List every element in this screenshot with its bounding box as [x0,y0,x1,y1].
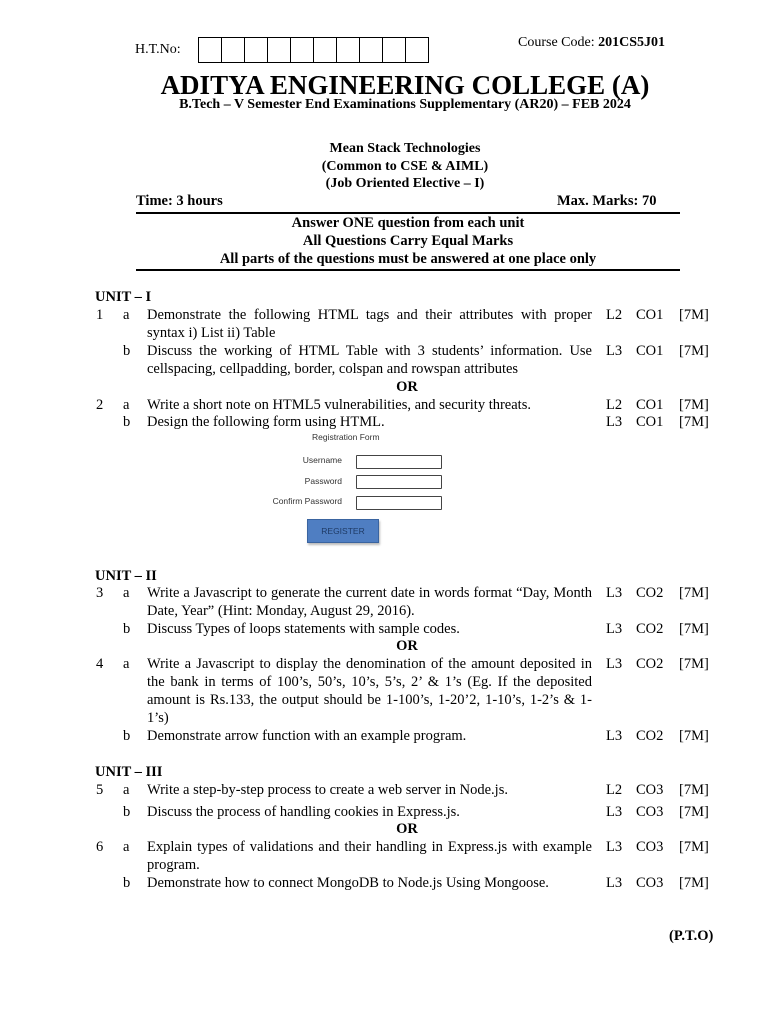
question-text: Demonstrate arrow function with an example program. [147,728,467,744]
question-text: Discuss the working of HTML Table with 3 students’ information. Use cellspacing, cellpadding, border, colspan and rowspan attributes [147,343,592,377]
question-6a [0,838,768,873]
question-5a [0,781,768,799]
question-level: L3 [606,656,623,672]
question-level: L3 [606,728,623,744]
form-title: Registration Form [312,432,380,442]
question-level: L2 [606,307,623,323]
question-level: L3 [606,804,623,820]
question-2a [0,396,768,414]
question-level: L2 [606,397,623,413]
question-part: a [123,839,130,855]
instruction: Answer ONE question from each unit [291,215,525,231]
confirm-password-field [356,496,442,510]
question-text: Write a Javascript to display the denomination of the amount deposited in the bank in terms of 100’s, 50’s, 10’s, 5’s, 2’ & 1’s (Eg. If the deposited amount is Rs.133, the output should be 1-100’s, 1-20’2, 1-10’s, 1-2’s & 1-1’s) [147,656,592,726]
question-co: CO3 [636,839,664,855]
question-text: Demonstrate the following HTML tags and their attributes with proper syntax i) List ii) Table [147,307,592,341]
question-co: CO1 [636,414,664,430]
max-marks: Max. Marks: 70 [557,193,657,209]
question-part: a [123,585,130,601]
question-level: L2 [606,782,623,798]
question-part: b [123,621,131,637]
question-marks: [7M] [679,343,709,359]
question-part: a [123,656,130,672]
question-level: L3 [606,414,623,430]
course-code-label: Course Code: [518,35,595,50]
question-text: Write a step-by-step process to create a web server in Node.js. [147,782,508,798]
question-marks: [7M] [679,839,709,855]
course-code-value: 201CS5J01 [598,35,666,50]
ht-no-boxes [198,37,429,63]
question-level: L3 [606,875,623,891]
username-label: Username [302,455,342,465]
question-marks: [7M] [679,782,709,798]
question-text: Design the following form using HTML. [147,414,385,430]
subject: Mean Stack Technologies [329,141,481,156]
question-level: L3 [606,839,623,855]
unit-heading: UNIT – I [95,289,152,305]
question-number: 3 [96,585,104,601]
question-text: Write a Javascript to generate the current date in words format “Day, Month Date, Year” (Hint: Monday, August 29, 2016). [147,585,592,619]
question-4a [0,655,768,726]
pto-note: (P.T.O) [669,928,714,944]
password-field [356,475,442,489]
question-3a [0,584,768,619]
question-text: Discuss Types of loops statements with sample codes. [147,621,460,637]
question-level: L3 [606,343,623,359]
question-6b [0,874,768,892]
confirm-password-label: Confirm Password [272,496,342,506]
question-marks: [7M] [679,397,709,413]
question-co: CO2 [636,621,664,637]
question-co: CO1 [636,397,664,413]
question-co: CO3 [636,782,664,798]
question-number: 2 [96,397,104,413]
question-part: b [123,804,131,820]
question-4b [0,727,768,745]
question-co: CO2 [636,656,664,672]
question-part: a [123,307,130,323]
password-label: Password [304,476,342,486]
time: Time: 3 hours [136,193,223,209]
question-number: 1 [96,307,104,323]
question-marks: [7M] [679,804,709,820]
question-co: CO1 [636,307,664,323]
question-number: 4 [96,656,104,672]
question-text: Discuss the process of handling cookies in Express.js. [147,804,460,820]
question-part: b [123,343,131,359]
course-code [518,35,665,51]
question-1b [0,342,768,377]
question-text: Write a short note on HTML5 vulnerabilities, and security threats. [147,397,531,413]
divider [136,212,680,214]
question-marks: [7M] [679,656,709,672]
question-co: CO2 [636,585,664,601]
question-marks: [7M] [679,621,709,637]
exam-title: B.Tech – V Semester End Examinations Supplementary (AR20) – FEB 2024 [179,97,631,112]
question-level: L3 [606,585,623,601]
question-1a [0,306,768,341]
instruction: All parts of the questions must be answered at one place only [219,251,597,267]
registration-form-figure [270,430,450,548]
or-separator: OR [396,379,418,395]
question-part: b [123,875,131,891]
question-marks: [7M] [679,307,709,323]
question-co: CO3 [636,804,664,820]
question-co: CO3 [636,875,664,891]
question-co: CO2 [636,728,664,744]
question-2b [0,413,768,431]
question-text: Explain types of validations and their handling in Express.js with example program. [147,839,592,873]
question-part: b [123,728,131,744]
question-number: 6 [96,839,104,855]
question-level: L3 [606,621,623,637]
unit-heading: UNIT – II [95,568,157,584]
unit-heading: UNIT – III [95,764,163,780]
college-name: ADITYA ENGINEERING COLLEGE (A) [160,70,650,100]
ht-no-label: H.T.No: [135,42,181,57]
divider [136,269,680,271]
question-number: 5 [96,782,104,798]
username-field [356,455,442,469]
question-marks: [7M] [679,728,709,744]
or-separator: OR [396,821,418,837]
common-to: (Common to CSE & AIML) [321,159,489,174]
question-part: a [123,782,130,798]
question-part: b [123,414,131,430]
question-marks: [7M] [679,875,709,891]
question-part: a [123,397,130,413]
question-3b [0,620,768,638]
register-button: REGISTER [307,519,379,543]
question-text: Demonstrate how to connect MongoDB to Node.js Using Mongoose. [147,875,549,891]
question-marks: [7M] [679,414,709,430]
instruction: All Questions Carry Equal Marks [302,233,514,249]
question-5b [0,803,768,821]
elective: (Job Oriented Elective – I) [325,176,485,191]
question-marks: [7M] [679,585,709,601]
question-co: CO1 [636,343,664,359]
or-separator: OR [396,638,418,654]
